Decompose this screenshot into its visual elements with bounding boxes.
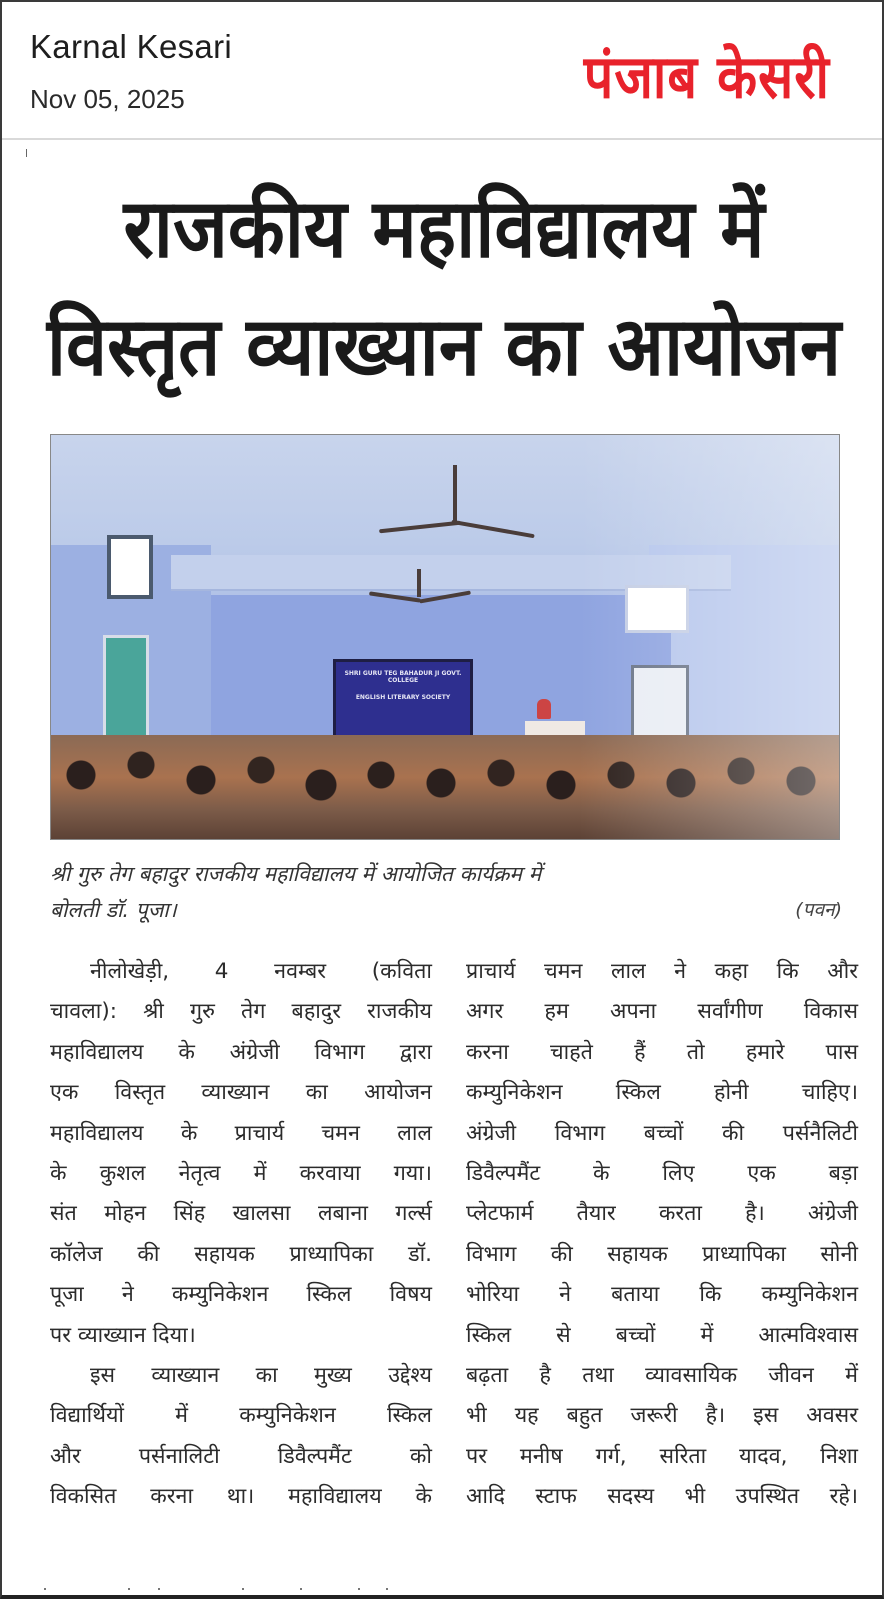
- ceiling-fan-rod-icon: [453, 465, 457, 525]
- banner-college-name: SHRI GURU TEG BAHADUR JI GOVT. COLLEGE: [344, 670, 462, 684]
- article-body-right-column: [466, 952, 858, 1518]
- body-line: कॉलेज की सहायक प्राध्यापिका डॉ.: [50, 1241, 432, 1267]
- body-line: पूजा ने कम्युनिकेशन स्किल विषय: [50, 1282, 432, 1308]
- body-line: नीलोखेड़ी, 4 नवम्बर (कविता: [90, 959, 432, 984]
- headline-line-2: विस्तृत व्याख्यान का आयोजन: [46, 299, 842, 395]
- article-photo: [50, 434, 840, 840]
- body-line: डिवैल्पमैंट के लिए एक बड़ा: [466, 1161, 858, 1187]
- source-name: Karnal Kesari: [30, 28, 232, 65]
- clipping-header: [2, 2, 882, 140]
- print-mark: [128, 1588, 130, 1590]
- print-mark: [242, 1588, 244, 1590]
- body-line: और पर्सनालिटी डिवैल्पमैंट को: [50, 1443, 432, 1469]
- body-line: विद्यार्थियों में कम्युनिकेशन स्किल: [50, 1403, 432, 1429]
- body-line: पर व्याख्यान दिया।: [50, 1322, 196, 1348]
- body-line: भोरिया ने बताया कि कम्युनिकेशन: [466, 1282, 858, 1308]
- body-line: विभाग की सहायक प्राध्यापिका सोनी: [466, 1241, 858, 1267]
- body-line: एक विस्तृत व्याख्यान का आयोजन: [50, 1080, 432, 1106]
- print-mark: [158, 1588, 160, 1590]
- ceiling-fan-rod-icon: [417, 569, 421, 597]
- body-line: के कुशल नेतृत्व में करवाया गया।: [50, 1161, 432, 1187]
- body-line: पर मनीष गर्ग, सरिता यादव, निशा: [466, 1443, 858, 1469]
- body-line: अंग्रेजी विभाग बच्चों की पर्सनैलिटी: [466, 1120, 858, 1146]
- photo-speaker-figure: [537, 699, 551, 719]
- body-line: विकसित करना था। महाविद्यालय के: [50, 1484, 432, 1510]
- body-line: महाविद्यालय के अंग्रेजी विभाग द्वारा: [50, 1039, 432, 1065]
- body-line: आदि स्टाफ सदस्य भी उपस्थित रहे।: [466, 1484, 858, 1510]
- body-line: संत मोहन सिंह खालसा लबाना गर्ल्स: [50, 1201, 432, 1227]
- body-line: अगर हम अपना सर्वांगीण विकास: [466, 999, 858, 1025]
- column-tick-mark: [26, 149, 27, 157]
- banner-society-name: ENGLISH LITERARY SOCIETY: [355, 694, 451, 701]
- body-line: स्किल से बच्चों में आत्मविश्वास: [466, 1322, 858, 1348]
- body-line: चावला): श्री गुरु तेग बहादुर राजकीय: [50, 999, 432, 1025]
- body-line: महाविद्यालय के प्राचार्य चमन लाल: [50, 1120, 432, 1146]
- print-mark: [386, 1588, 388, 1590]
- body-line: कम्युनिकेशन स्किल होनी चाहिए।: [466, 1080, 858, 1106]
- edition-date: Nov 05, 2025: [30, 84, 185, 114]
- body-line: प्राचार्य चमन लाल ने कहा कि और: [466, 959, 858, 984]
- body-line: भी यह बहुत जरूरी है। इस अवसर: [466, 1403, 858, 1429]
- print-mark: [358, 1588, 360, 1590]
- photo-window-left: [107, 535, 153, 599]
- newspaper-masthead-logo: पंजाब केसरी: [583, 43, 830, 113]
- article-body-left-column: [50, 952, 432, 1518]
- print-mark: [44, 1588, 46, 1590]
- article-headline: [32, 170, 856, 406]
- photo-credit: (पवन): [795, 899, 842, 921]
- body-line: प्लेटफार्म तैयार करता है। अंग्रेजी: [466, 1201, 858, 1227]
- print-mark: [300, 1588, 302, 1590]
- body-line: बढ़ता है तथा व्यावसायिक जीवन में: [466, 1363, 858, 1389]
- photo-light-glare: [579, 435, 839, 839]
- caption-line-2: बोलती डॉ. पूजा।: [50, 898, 177, 922]
- photo-caption: [50, 856, 842, 928]
- body-line: इस व्याख्यान का मुख्य उद्देश्य: [90, 1363, 432, 1389]
- caption-line-1: श्री गुरु तेग बहादुर राजकीय महाविद्यालय में आयोजित कार्यक्रम में: [50, 862, 542, 886]
- headline-line-1: राजकीय महाविद्यालय में: [123, 181, 765, 277]
- body-line: करना चाहते हैं तो हमारे पास: [466, 1039, 858, 1065]
